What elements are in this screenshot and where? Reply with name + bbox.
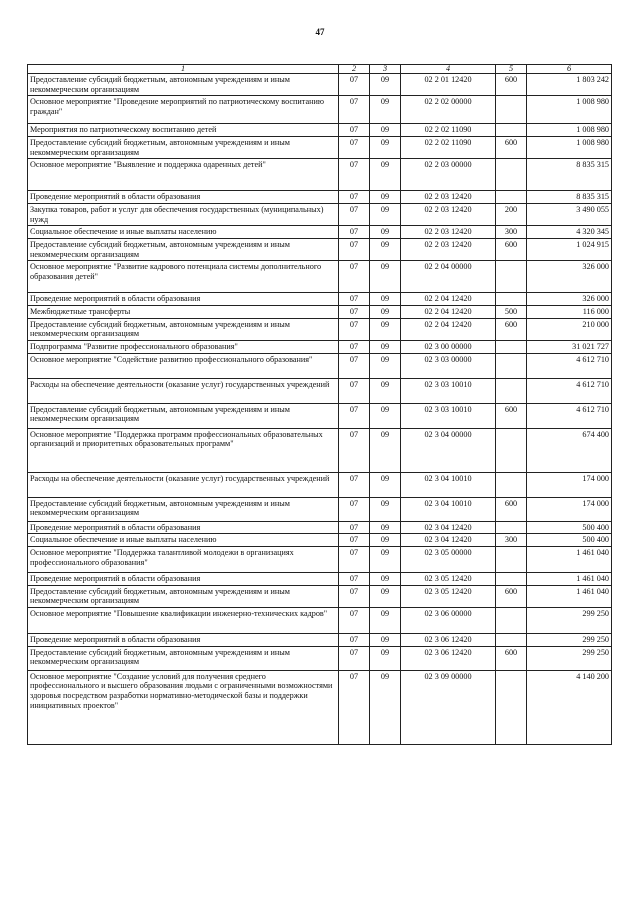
row-name: Межбюджетные трансферты [28, 306, 339, 319]
row-section: 07 [339, 608, 370, 634]
row-subsection: 09 [370, 585, 401, 607]
table-row [28, 204, 612, 226]
row-amount: 299 250 [527, 634, 612, 647]
row-target-article: 02 2 04 12420 [401, 306, 496, 319]
row-name: Основное мероприятие "Развитие кадрового потенциала системы дополнительного образования детей" [28, 261, 339, 293]
row-section: 07 [339, 534, 370, 547]
table-row [28, 534, 612, 547]
row-subsection: 09 [370, 403, 401, 428]
row-name: Основное мероприятие "Поддержка талантливой молодежи в организациях профессионального образования" [28, 547, 339, 573]
row-expense-type: 600 [496, 585, 527, 607]
row-expense-type [496, 608, 527, 634]
row-name: Расходы на обеспечение деятельности (оказание услуг) государственных учреждений [28, 378, 339, 403]
row-target-article: 02 2 03 12420 [401, 226, 496, 239]
row-target-article: 02 2 01 12420 [401, 74, 496, 96]
table-row [28, 341, 612, 354]
header-col-5: 5 [496, 65, 527, 74]
row-name: Основное мероприятие "Выявление и поддержка одаренных детей" [28, 159, 339, 191]
row-expense-type: 600 [496, 74, 527, 96]
row-amount: 8 835 315 [527, 191, 612, 204]
table-row [28, 670, 612, 744]
row-name: Основное мероприятие "Проведение мероприятий по патриотическому воспитанию граждан" [28, 96, 339, 124]
row-amount: 1 461 040 [527, 585, 612, 607]
row-amount: 4 140 200 [527, 670, 612, 744]
row-subsection: 09 [370, 74, 401, 96]
row-section: 07 [339, 403, 370, 428]
row-subsection: 09 [370, 378, 401, 403]
row-subsection: 09 [370, 239, 401, 261]
row-subsection: 09 [370, 634, 401, 647]
row-expense-type [496, 341, 527, 354]
row-expense-type: 600 [496, 403, 527, 428]
table-row [28, 378, 612, 403]
row-name: Проведение мероприятий в области образования [28, 573, 339, 586]
table-row [28, 306, 612, 319]
row-expense-type [496, 521, 527, 534]
row-expense-type: 600 [496, 646, 527, 670]
row-amount: 1 008 980 [527, 137, 612, 159]
header-col-6: 6 [527, 65, 612, 74]
row-section: 07 [339, 521, 370, 534]
row-section: 07 [339, 74, 370, 96]
row-section: 07 [339, 293, 370, 306]
row-expense-type [496, 573, 527, 586]
row-subsection: 09 [370, 204, 401, 226]
table-row [28, 74, 612, 96]
table-row [28, 318, 612, 340]
table-row [28, 403, 612, 428]
row-expense-type: 600 [496, 239, 527, 261]
table-row [28, 226, 612, 239]
row-target-article: 02 3 09 00000 [401, 670, 496, 744]
table-row [28, 634, 612, 647]
row-section: 07 [339, 472, 370, 497]
row-amount: 1 803 242 [527, 74, 612, 96]
row-amount: 1 024 915 [527, 239, 612, 261]
row-amount: 174 000 [527, 497, 612, 521]
row-name: Проведение мероприятий в области образования [28, 191, 339, 204]
row-subsection: 09 [370, 137, 401, 159]
row-section: 07 [339, 497, 370, 521]
row-target-article: 02 3 03 00000 [401, 353, 496, 378]
row-target-article: 02 2 03 12420 [401, 204, 496, 226]
row-subsection: 09 [370, 573, 401, 586]
row-section: 07 [339, 428, 370, 472]
row-amount: 174 000 [527, 472, 612, 497]
row-section: 07 [339, 585, 370, 607]
row-subsection: 09 [370, 353, 401, 378]
table-row [28, 96, 612, 124]
row-name: Социальное обеспечение и иные выплаты населению [28, 226, 339, 239]
row-amount: 31 021 727 [527, 341, 612, 354]
row-name: Мероприятия по патриотическому воспитанию детей [28, 124, 339, 137]
row-amount: 116 000 [527, 306, 612, 319]
row-amount: 1 008 980 [527, 124, 612, 137]
row-name: Социальное обеспечение и иные выплаты населению [28, 534, 339, 547]
table-row [28, 124, 612, 137]
table-row [28, 428, 612, 472]
row-expense-type: 600 [496, 318, 527, 340]
row-name: Предоставление субсидий бюджетным, автономным учреждениям и иным некоммерческим организациям [28, 585, 339, 607]
row-target-article: 02 3 04 10010 [401, 497, 496, 521]
row-target-article: 02 3 05 12420 [401, 573, 496, 586]
row-name: Проведение мероприятий в области образования [28, 634, 339, 647]
row-amount: 8 835 315 [527, 159, 612, 191]
row-section: 07 [339, 159, 370, 191]
row-section: 07 [339, 306, 370, 319]
table-row [28, 585, 612, 607]
table-row [28, 646, 612, 670]
row-expense-type [496, 96, 527, 124]
row-amount: 4 612 710 [527, 378, 612, 403]
row-section: 07 [339, 547, 370, 573]
row-amount: 326 000 [527, 261, 612, 293]
row-subsection: 09 [370, 124, 401, 137]
row-section: 07 [339, 261, 370, 293]
row-amount: 299 250 [527, 608, 612, 634]
table-row [28, 573, 612, 586]
header-col-2: 2 [339, 65, 370, 74]
row-subsection: 09 [370, 534, 401, 547]
row-expense-type [496, 428, 527, 472]
row-expense-type: 200 [496, 204, 527, 226]
row-subsection: 09 [370, 670, 401, 744]
row-section: 07 [339, 191, 370, 204]
row-subsection: 09 [370, 341, 401, 354]
row-target-article: 02 2 04 12420 [401, 318, 496, 340]
row-section: 07 [339, 573, 370, 586]
row-target-article: 02 3 03 10010 [401, 378, 496, 403]
row-target-article: 02 3 03 10010 [401, 403, 496, 428]
header-col-1: 1 [28, 65, 339, 74]
row-amount: 326 000 [527, 293, 612, 306]
page-number: 47 [315, 27, 325, 37]
row-subsection: 09 [370, 96, 401, 124]
table-row [28, 353, 612, 378]
row-target-article: 02 3 05 12420 [401, 585, 496, 607]
row-expense-type [496, 159, 527, 191]
table-row [28, 521, 612, 534]
row-subsection: 09 [370, 261, 401, 293]
row-expense-type: 500 [496, 306, 527, 319]
row-expense-type [496, 293, 527, 306]
row-name: Предоставление субсидий бюджетным, автономным учреждениям и иным некоммерческим организациям [28, 646, 339, 670]
row-section: 07 [339, 124, 370, 137]
row-target-article: 02 2 04 12420 [401, 293, 496, 306]
row-section: 07 [339, 646, 370, 670]
row-target-article: 02 3 06 12420 [401, 634, 496, 647]
row-section: 07 [339, 353, 370, 378]
row-section: 07 [339, 378, 370, 403]
row-expense-type: 600 [496, 137, 527, 159]
row-amount: 4 612 710 [527, 403, 612, 428]
row-target-article: 02 2 02 11090 [401, 137, 496, 159]
row-expense-type: 300 [496, 226, 527, 239]
row-amount: 1 008 980 [527, 96, 612, 124]
table-row [28, 159, 612, 191]
budget-table [27, 64, 612, 745]
row-section: 07 [339, 634, 370, 647]
row-expense-type [496, 634, 527, 647]
row-target-article: 02 2 02 00000 [401, 96, 496, 124]
row-section: 07 [339, 226, 370, 239]
row-target-article: 02 3 06 12420 [401, 646, 496, 670]
row-name: Проведение мероприятий в области образования [28, 521, 339, 534]
row-subsection: 09 [370, 472, 401, 497]
row-expense-type [496, 378, 527, 403]
row-target-article: 02 3 04 12420 [401, 534, 496, 547]
row-section: 07 [339, 341, 370, 354]
row-expense-type [496, 124, 527, 137]
row-target-article: 02 2 04 00000 [401, 261, 496, 293]
row-target-article: 02 2 03 12420 [401, 239, 496, 261]
row-subsection: 09 [370, 608, 401, 634]
table-body [28, 74, 612, 745]
row-target-article: 02 3 04 12420 [401, 521, 496, 534]
row-section: 07 [339, 96, 370, 124]
row-subsection: 09 [370, 159, 401, 191]
row-name: Основное мероприятие "Создание условий для получения среднего профессионального и высшего образования людьми с ограниченными возможностями здоровья посредством разработки нормативно-методической базы и поддержки инициативных проектов" [28, 670, 339, 744]
row-name: Расходы на обеспечение деятельности (оказание услуг) государственных учреждений [28, 472, 339, 497]
row-name: Предоставление субсидий бюджетным, автономным учреждениям и иным некоммерческим организациям [28, 137, 339, 159]
row-expense-type: 300 [496, 534, 527, 547]
row-subsection: 09 [370, 318, 401, 340]
row-subsection: 09 [370, 497, 401, 521]
row-amount: 4 320 345 [527, 226, 612, 239]
row-expense-type [496, 261, 527, 293]
row-name: Предоставление субсидий бюджетным, автономным учреждениям и иным некоммерческим организациям [28, 239, 339, 261]
row-name: Закупка товаров, работ и услуг для обеспечения государственных (муниципальных) нужд [28, 204, 339, 226]
row-expense-type [496, 670, 527, 744]
table-row [28, 261, 612, 293]
row-amount: 1 461 040 [527, 573, 612, 586]
row-name: Проведение мероприятий в области образования [28, 293, 339, 306]
row-expense-type [496, 547, 527, 573]
row-name: Предоставление субсидий бюджетным, автономным учреждениям и иным некоммерческим организациям [28, 74, 339, 96]
row-subsection: 09 [370, 521, 401, 534]
row-subsection: 09 [370, 226, 401, 239]
header-col-3: 3 [370, 65, 401, 74]
row-expense-type: 600 [496, 497, 527, 521]
row-name: Подпрограмма "Развитие профессионального образования" [28, 341, 339, 354]
table-row [28, 497, 612, 521]
row-subsection: 09 [370, 646, 401, 670]
row-amount: 500 400 [527, 534, 612, 547]
row-target-article: 02 2 03 12420 [401, 191, 496, 204]
row-name: Предоставление субсидий бюджетным, автономным учреждениям и иным некоммерческим организациям [28, 403, 339, 428]
row-name: Предоставление субсидий бюджетным, автономным учреждениям и иным некоммерческим организациям [28, 497, 339, 521]
row-amount: 3 490 055 [527, 204, 612, 226]
row-amount: 210 000 [527, 318, 612, 340]
table-header-row [28, 65, 612, 74]
row-subsection: 09 [370, 428, 401, 472]
row-section: 07 [339, 204, 370, 226]
table-row [28, 472, 612, 497]
table-row [28, 608, 612, 634]
row-subsection: 09 [370, 191, 401, 204]
row-subsection: 09 [370, 293, 401, 306]
table-row [28, 191, 612, 204]
row-target-article: 02 3 04 10010 [401, 472, 496, 497]
row-target-article: 02 3 06 00000 [401, 608, 496, 634]
row-section: 07 [339, 137, 370, 159]
table-row [28, 293, 612, 306]
table-row [28, 239, 612, 261]
row-expense-type [496, 191, 527, 204]
row-section: 07 [339, 239, 370, 261]
table-row [28, 547, 612, 573]
row-target-article: 02 2 02 11090 [401, 124, 496, 137]
row-amount: 4 612 710 [527, 353, 612, 378]
row-amount: 299 250 [527, 646, 612, 670]
row-target-article: 02 3 05 00000 [401, 547, 496, 573]
row-name: Предоставление субсидий бюджетным, автономным учреждениям и иным некоммерческим организациям [28, 318, 339, 340]
row-subsection: 09 [370, 306, 401, 319]
row-target-article: 02 2 03 00000 [401, 159, 496, 191]
row-target-article: 02 3 00 00000 [401, 341, 496, 354]
row-expense-type [496, 353, 527, 378]
row-amount: 674 400 [527, 428, 612, 472]
row-section: 07 [339, 318, 370, 340]
row-amount: 1 461 040 [527, 547, 612, 573]
row-target-article: 02 3 04 00000 [401, 428, 496, 472]
header-col-4: 4 [401, 65, 496, 74]
row-expense-type [496, 472, 527, 497]
row-name: Основное мероприятие "Содействие развитию профессионального образования" [28, 353, 339, 378]
row-name: Основное мероприятие "Поддержка программ профессиональных образовательных организаций и приоритетных образовательных программ" [28, 428, 339, 472]
row-subsection: 09 [370, 547, 401, 573]
row-amount: 500 400 [527, 521, 612, 534]
table-row [28, 137, 612, 159]
row-section: 07 [339, 670, 370, 744]
row-name: Основное мероприятие "Повышение квалификации инженерно-технических кадров" [28, 608, 339, 634]
